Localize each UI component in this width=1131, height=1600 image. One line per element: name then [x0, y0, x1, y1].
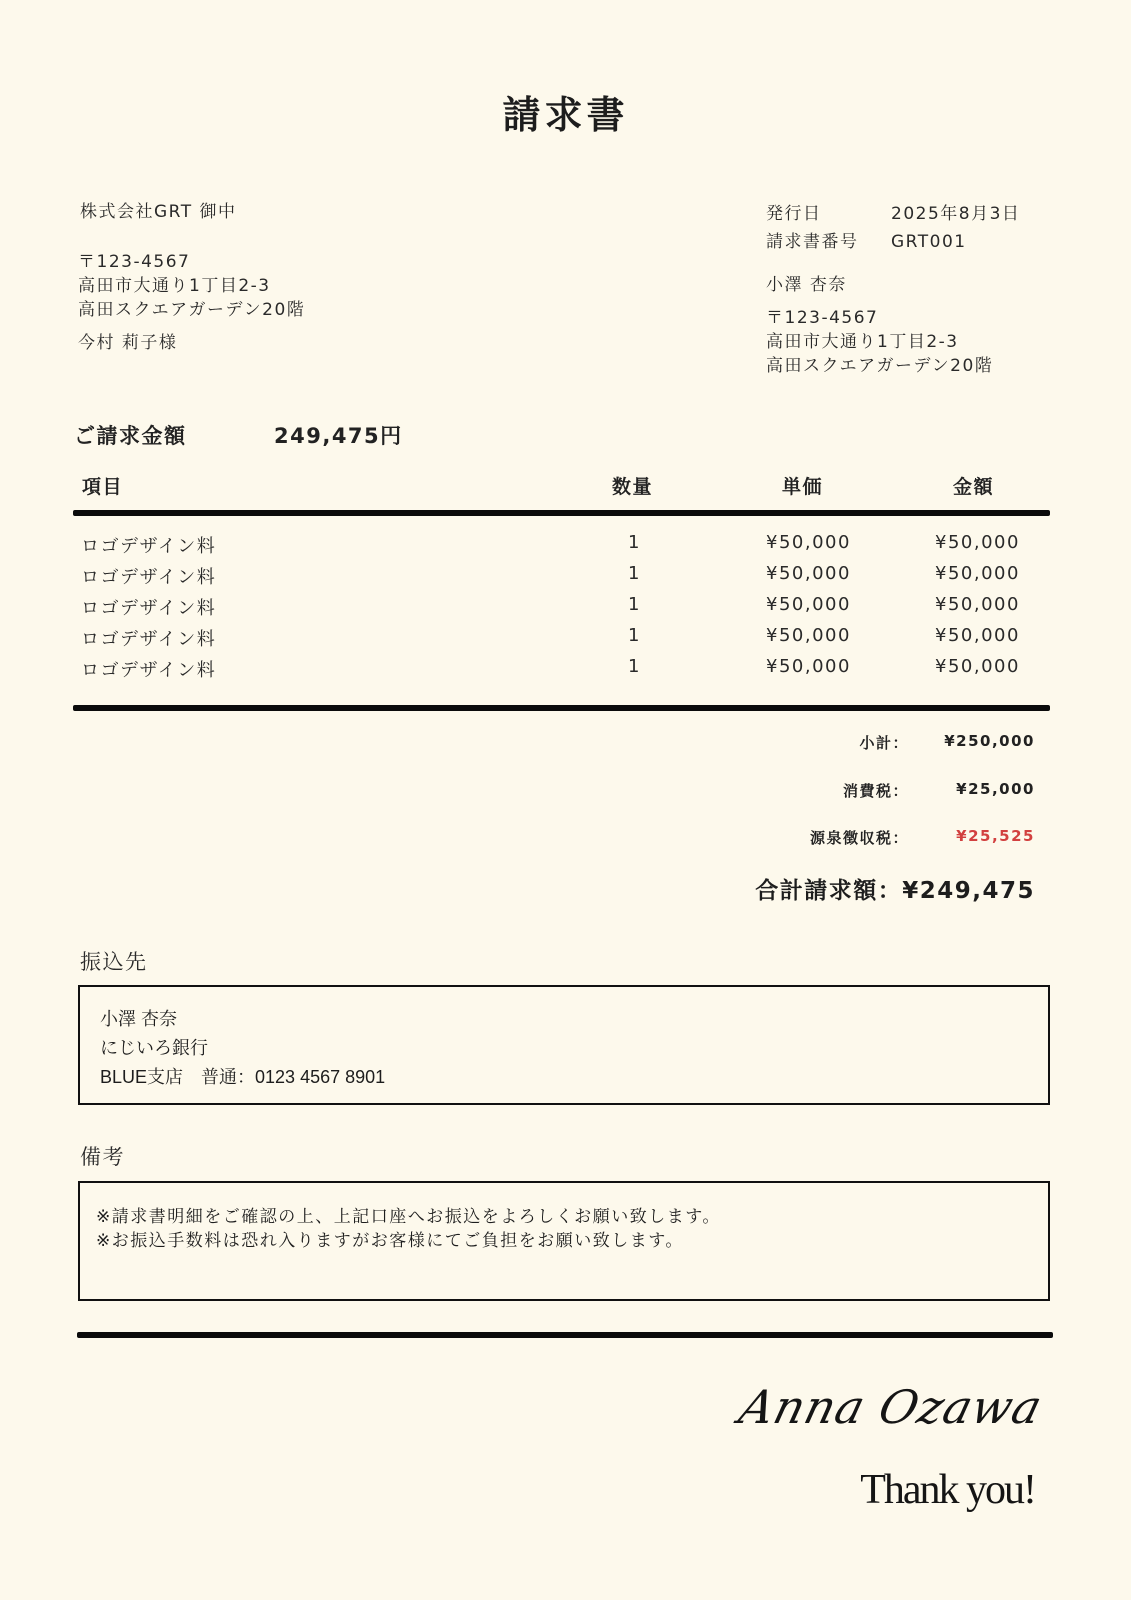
column-header-amount: 金額	[953, 476, 995, 498]
client-address-line: 高田市大通り1丁目2-3	[78, 276, 271, 296]
withholding-tax-value: ¥25,525	[956, 827, 1035, 845]
row-unit-price: ¥50,000	[766, 656, 851, 677]
table-row	[0, 532, 1131, 563]
table-row	[0, 656, 1131, 687]
line-items	[0, 532, 1131, 687]
client-contact-person: 今村 莉子様	[78, 333, 178, 353]
invoice-number-label: 請求書番号	[766, 232, 859, 252]
row-item: ロゴデザイン料	[81, 567, 217, 588]
row-amount: ¥50,000	[935, 532, 1020, 553]
bank-account-holder: 小澤 杏奈	[100, 1009, 178, 1029]
signature: Anna Ozawa	[734, 1380, 1049, 1434]
tax-value: ¥25,000	[956, 780, 1035, 798]
row-amount: ¥50,000	[935, 656, 1020, 677]
table-top-divider	[73, 510, 1050, 516]
row-qty: 1	[628, 625, 641, 646]
column-header-item: 項目	[82, 476, 124, 498]
row-amount: ¥50,000	[935, 594, 1020, 615]
subtotal-value: ¥250,000	[944, 732, 1035, 750]
invoice-title: 請求書	[502, 93, 629, 137]
row-qty: 1	[628, 563, 641, 584]
row-item: ロゴデザイン料	[81, 598, 217, 619]
client-address	[78, 250, 305, 322]
column-header-unit-price: 単価	[782, 476, 824, 498]
row-item: ロゴデザイン料	[81, 660, 217, 681]
row-qty: 1	[628, 594, 641, 615]
row-unit-price: ¥50,000	[766, 594, 851, 615]
issuer-postal-code: 〒123-4567	[766, 308, 879, 328]
note-line: ※お振込手数料は恐れ入りますがお客様にてご負担をお願い致します。	[96, 1231, 684, 1251]
issuer-address-line: 高田市大通り1丁目2-3	[766, 332, 959, 352]
withholding-tax-label: 源泉徴収税：	[809, 829, 909, 847]
invoice-number-value: GRT001	[891, 232, 967, 252]
row-item: ロゴデザイン料	[81, 536, 217, 557]
invoice-meta	[766, 202, 1020, 258]
client-building: 高田スクエアガーデン20階	[78, 300, 306, 320]
client-company-name: 株式会社GRT 御中	[80, 202, 237, 222]
issue-date-row	[766, 202, 1020, 230]
billing-total-value: 249,475円	[274, 424, 403, 448]
row-amount: ¥50,000	[935, 625, 1020, 646]
issuer-name: 小澤 杏奈	[766, 275, 847, 295]
issuer-address	[766, 306, 993, 378]
column-header-qty: 数量	[612, 476, 654, 498]
thank-you-text: Thank you!	[860, 1467, 1035, 1513]
row-unit-price: ¥50,000	[766, 625, 851, 646]
row-item: ロゴデザイン料	[81, 629, 217, 650]
footer-divider	[77, 1332, 1053, 1338]
issuer-building: 高田スクエアガーデン20階	[766, 356, 994, 376]
table-row	[0, 563, 1131, 594]
bank-info-box	[78, 985, 1050, 1105]
issue-date-value: 2025年8月3日	[891, 204, 1021, 224]
row-unit-price: ¥50,000	[766, 532, 851, 553]
invoice-number-row	[766, 230, 1020, 258]
note-line: ※請求書明細をご確認の上、上記口座へお振込をよろしくお願い致します。	[96, 1207, 721, 1227]
row-qty: 1	[628, 656, 641, 677]
client-postal-code: 〒123-4567	[78, 252, 191, 272]
row-amount: ¥50,000	[935, 563, 1020, 584]
notes-box	[78, 1181, 1050, 1301]
row-qty: 1	[628, 532, 641, 553]
row-unit-price: ¥50,000	[766, 563, 851, 584]
issue-date-label: 発行日	[766, 204, 822, 224]
subtotal-label: 小計：	[859, 734, 909, 752]
table-row	[0, 594, 1131, 625]
bank-heading: 振込先	[80, 950, 148, 974]
grand-total: 合計請求額：¥249,475	[755, 878, 1035, 904]
bank-name: にじいろ銀行	[100, 1038, 208, 1058]
notes-heading: 備考	[80, 1145, 125, 1169]
table-row	[0, 625, 1131, 656]
table-bottom-divider	[73, 705, 1050, 711]
bank-branch-account: BLUE支店 普通：0123 4567 8901	[100, 1067, 386, 1087]
tax-label: 消費税：	[842, 782, 909, 800]
billing-total-label: ご請求金額	[74, 424, 187, 448]
